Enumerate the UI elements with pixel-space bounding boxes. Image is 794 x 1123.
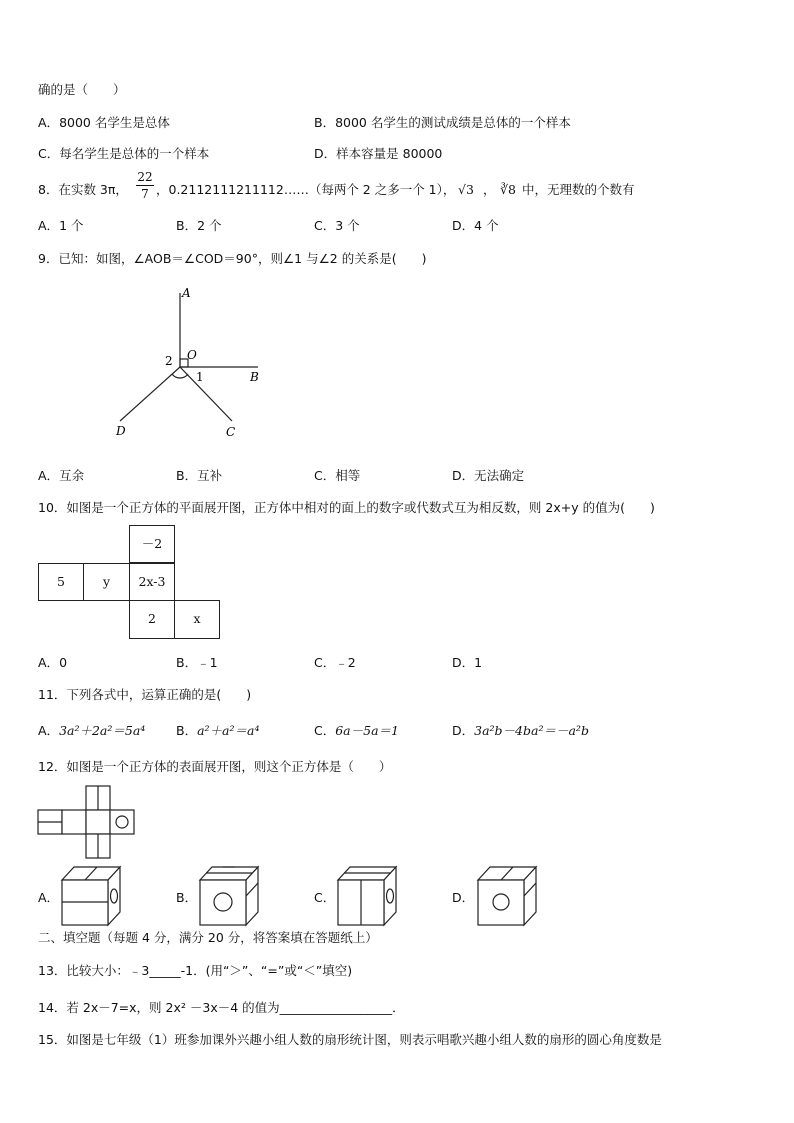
q12-option-c-label: C．: [314, 890, 336, 905]
angle-figure: [110, 285, 290, 445]
q9-option-b: B．互补: [176, 468, 223, 483]
q8-option-a: A．1 个: [38, 218, 84, 233]
label-angle-1: 1: [196, 370, 204, 384]
q14-stem: 14．若 2x－7=x，则 2x² －3x－4 的值为__________________．: [38, 1000, 405, 1015]
label-angle-2: 2: [165, 354, 173, 368]
label-b: B: [250, 370, 259, 384]
q12-option-b-label: B．: [176, 890, 198, 905]
q8-sqrt3: √3: [458, 182, 474, 197]
q11-option-a: A．3a²＋2a²＝5a⁴: [38, 723, 146, 738]
q12-option-d-label: D．: [452, 890, 475, 905]
q8-fraction-denominator: 7: [141, 187, 149, 201]
q15-stem: 15．如图是七年级（1）班参加课外兴趣小组人数的扇形统计图，则表示唱歌兴趣小组人数的扇形的圆心角度数是: [38, 1032, 662, 1047]
angle-arc: [172, 374, 188, 378]
q11-option-d: D．3a²b－4ba²＝－a²b: [452, 723, 589, 738]
q12-option-a-label: A．: [38, 890, 60, 905]
q10-option-c: C．﹣2: [314, 655, 356, 670]
q10-option-d: D．1: [452, 655, 483, 670]
q9-option-a: A．互余: [38, 468, 85, 483]
q7-option-b: B．8000 名学生的测试成绩是总体的一个样本: [314, 115, 571, 130]
net-cell-left2: y: [83, 563, 130, 601]
q11-option-b: B．a²＋a²＝a⁴: [176, 723, 260, 738]
label-d: D: [116, 424, 126, 438]
q12-option-b-cube: [196, 862, 266, 927]
ray-od: [120, 367, 180, 421]
q12-option-c-cube: [334, 862, 404, 927]
q7-stem-tail: 确的是（ ）: [38, 82, 126, 97]
section-2-heading: 二、填空题（每题 4 分，满分 20 分，将答案填在答题纸上）: [38, 930, 378, 945]
net-cell-center: 2x-3: [129, 563, 175, 601]
q11-stem: 11．下列各式中，运算正确的是( ): [38, 687, 252, 702]
q9-option-c: C．相等: [314, 468, 361, 483]
q12-stem: 12．如图是一个正方体的表面展开图，则这个正方体是（ ）: [38, 759, 392, 774]
q7-option-a: A．8000 名学生是总体: [38, 115, 170, 130]
q8-stem-start: 8．在实数 3π，: [38, 182, 128, 197]
q12-cube-net: [38, 783, 148, 863]
q8-separator: ，: [483, 182, 496, 197]
net-cell-below: 2: [129, 600, 175, 639]
q8-stem-end: 中，无理数的个数有: [522, 182, 635, 197]
q9-option-d: D．无法确定: [452, 468, 525, 483]
q8-fraction: [136, 170, 154, 201]
q8-cbrt8: ∛8: [500, 182, 516, 197]
q8-fraction-numerator: 22: [137, 170, 153, 184]
q8-option-d: D．4 个: [452, 218, 499, 233]
q10-option-b: B．﹣1: [176, 655, 218, 670]
net-cell-left1: 5: [38, 563, 84, 601]
label-a: A: [182, 286, 191, 300]
label-c: C: [226, 425, 236, 439]
q8-option-c: C．3 个: [314, 218, 360, 233]
q13-stem: 13．比较大小：﹣3_____-1．(用“＞”、“=”或“＜”填空): [38, 963, 353, 978]
q8-stem-middle: ，0.2112111211112……（每两个 2 之多一个 1），: [156, 182, 456, 197]
q11-option-c: C．6a－5a＝1: [314, 723, 399, 738]
q7-option-c: C．每名学生是总体的一个样本: [38, 146, 210, 161]
q7-option-d: D．样本容量是 80000: [314, 146, 443, 161]
q12-option-d-cube: [474, 862, 544, 927]
q10-option-a: A．0: [38, 655, 68, 670]
net-cell-right: x: [174, 600, 220, 639]
label-o: O: [187, 348, 197, 362]
q10-stem: 10．如图是一个正方体的平面展开图，正方体中相对的面上的数字或代数式互为相反数，则 2x+y 的值为( ): [38, 500, 655, 515]
q9-stem: 9．已知：如图，∠AOB＝∠COD＝90°，则∠1 与∠2 的关系是( ): [38, 251, 427, 266]
net-cell-top: －2: [129, 525, 175, 563]
q8-option-b: B．2 个: [176, 218, 222, 233]
q12-option-a-cube: [58, 862, 128, 927]
